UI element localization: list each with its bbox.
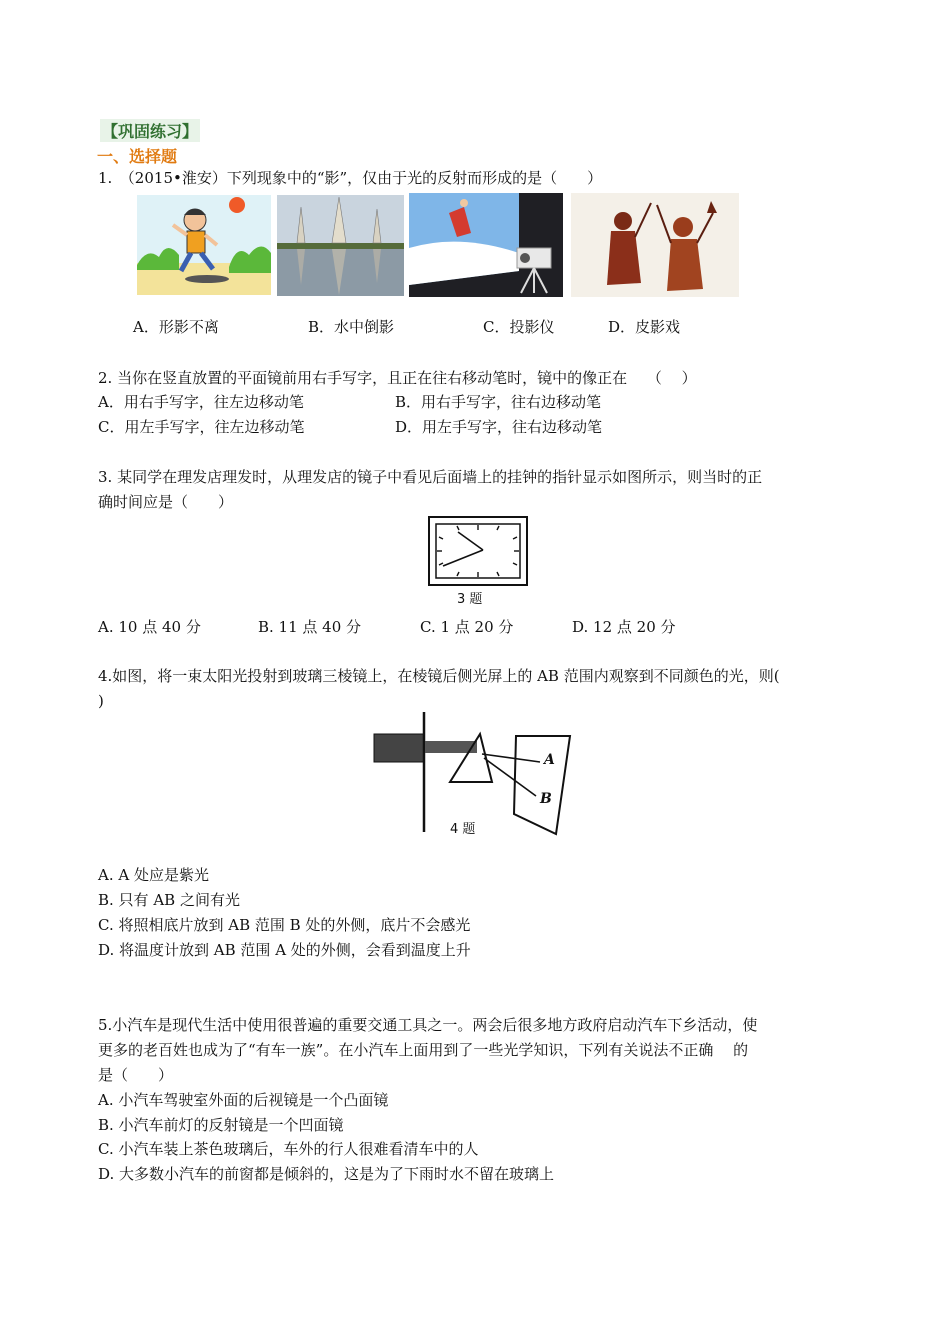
q4-stem-line2: )	[98, 692, 104, 710]
q1-option-d: D．皮影戏	[608, 318, 681, 336]
q3-option-a: A. 10 点 40 分	[98, 618, 201, 636]
q5-stem-line1: 5.小汽车是现代生活中使用很普遍的重要交通工具之一。两会后很多地方政府启动汽车下乡活动，使	[98, 1016, 758, 1034]
q4-option-d: D. 将温度计放到 AB 范围 A 处的外侧，会看到温度上升	[98, 941, 471, 959]
q3-option-d: D. 12 点 20 分	[572, 618, 676, 636]
q4-option-a: A. A 处应是紫光	[98, 866, 209, 884]
q1-option-a: A．形影不离	[133, 318, 219, 336]
section-title: 一、选择题	[97, 147, 178, 166]
q4-label-a: A	[544, 752, 555, 768]
q1-image-pagoda-reflection	[277, 195, 404, 296]
q1-stem: 1. （2015•淮安）下列现象中的“影”，仅由于光的反射而形成的是（ ）	[98, 169, 603, 187]
q3-option-c: C. 1 点 20 分	[420, 618, 514, 636]
q3-clock-figure	[428, 516, 528, 586]
q4-stem-line1: 4.如图，将一束太阳光投射到玻璃三棱镜上，在棱镜后侧光屏上的 AB 范围内观察到不同颜色的光，则(	[98, 667, 780, 685]
practice-tag: 【巩固练习】	[100, 119, 200, 142]
q2-option-b: B．用右手写字，往右边移动笔	[395, 393, 602, 411]
q1-image-shadow-boy	[137, 195, 271, 295]
q5-stem-line3: 是（ ）	[98, 1066, 174, 1084]
q4-label-b: B	[540, 791, 552, 807]
q5-option-c: C. 小汽车装上茶色玻璃后，车外的行人很难看清车中的人	[98, 1140, 479, 1158]
q5-stem-line2: 更多的老百姓也成为了“有车一族”。在小汽车上面用到了一些光学知识，下列有关说法不正确 的	[98, 1041, 749, 1059]
q4-figure-caption: 4 题	[450, 822, 476, 837]
q1-image-shadow-puppet	[571, 193, 739, 297]
q2-option-d: D．用左手写字，往右边移动笔	[395, 418, 603, 436]
q4-option-c: C. 将照相底片放到 AB 范围 B 处的外侧，底片不会感光	[98, 916, 471, 934]
q2-option-c: C．用左手写字，往左边移动笔	[98, 418, 305, 436]
q1-option-b: B．水中倒影	[308, 318, 395, 336]
q1-image-projector	[409, 193, 563, 297]
q5-option-a: A. 小汽车驾驶室外面的后视镜是一个凸面镜	[98, 1091, 389, 1109]
q2-option-a: A．用右手写字，往左边移动笔	[98, 393, 304, 411]
q2-stem: 2. 当你在竖直放置的平面镜前用右手写字，且正在往右移动笔时，镜中的像正在 （ ）	[98, 369, 697, 387]
q3-option-b: B. 11 点 40 分	[258, 618, 362, 636]
q5-option-d: D. 大多数小汽车的前窗都是倾斜的，这是为了下雨时水不留在玻璃上	[98, 1165, 555, 1183]
q4-option-b: B. 只有 AB 之间有光	[98, 891, 240, 909]
q3-stem-line2: 确时间应是（ ）	[98, 493, 234, 511]
q1-option-c: C．投影仪	[483, 318, 555, 336]
q5-option-b: B. 小汽车前灯的反射镜是一个凹面镜	[98, 1116, 344, 1134]
q3-stem-line1: 3. 某同学在理发店理发时，从理发店的镜子中看见后面墙上的挂钟的指针显示如图所示，则当时的正	[98, 468, 763, 486]
q3-figure-caption: 3 题	[457, 592, 483, 607]
